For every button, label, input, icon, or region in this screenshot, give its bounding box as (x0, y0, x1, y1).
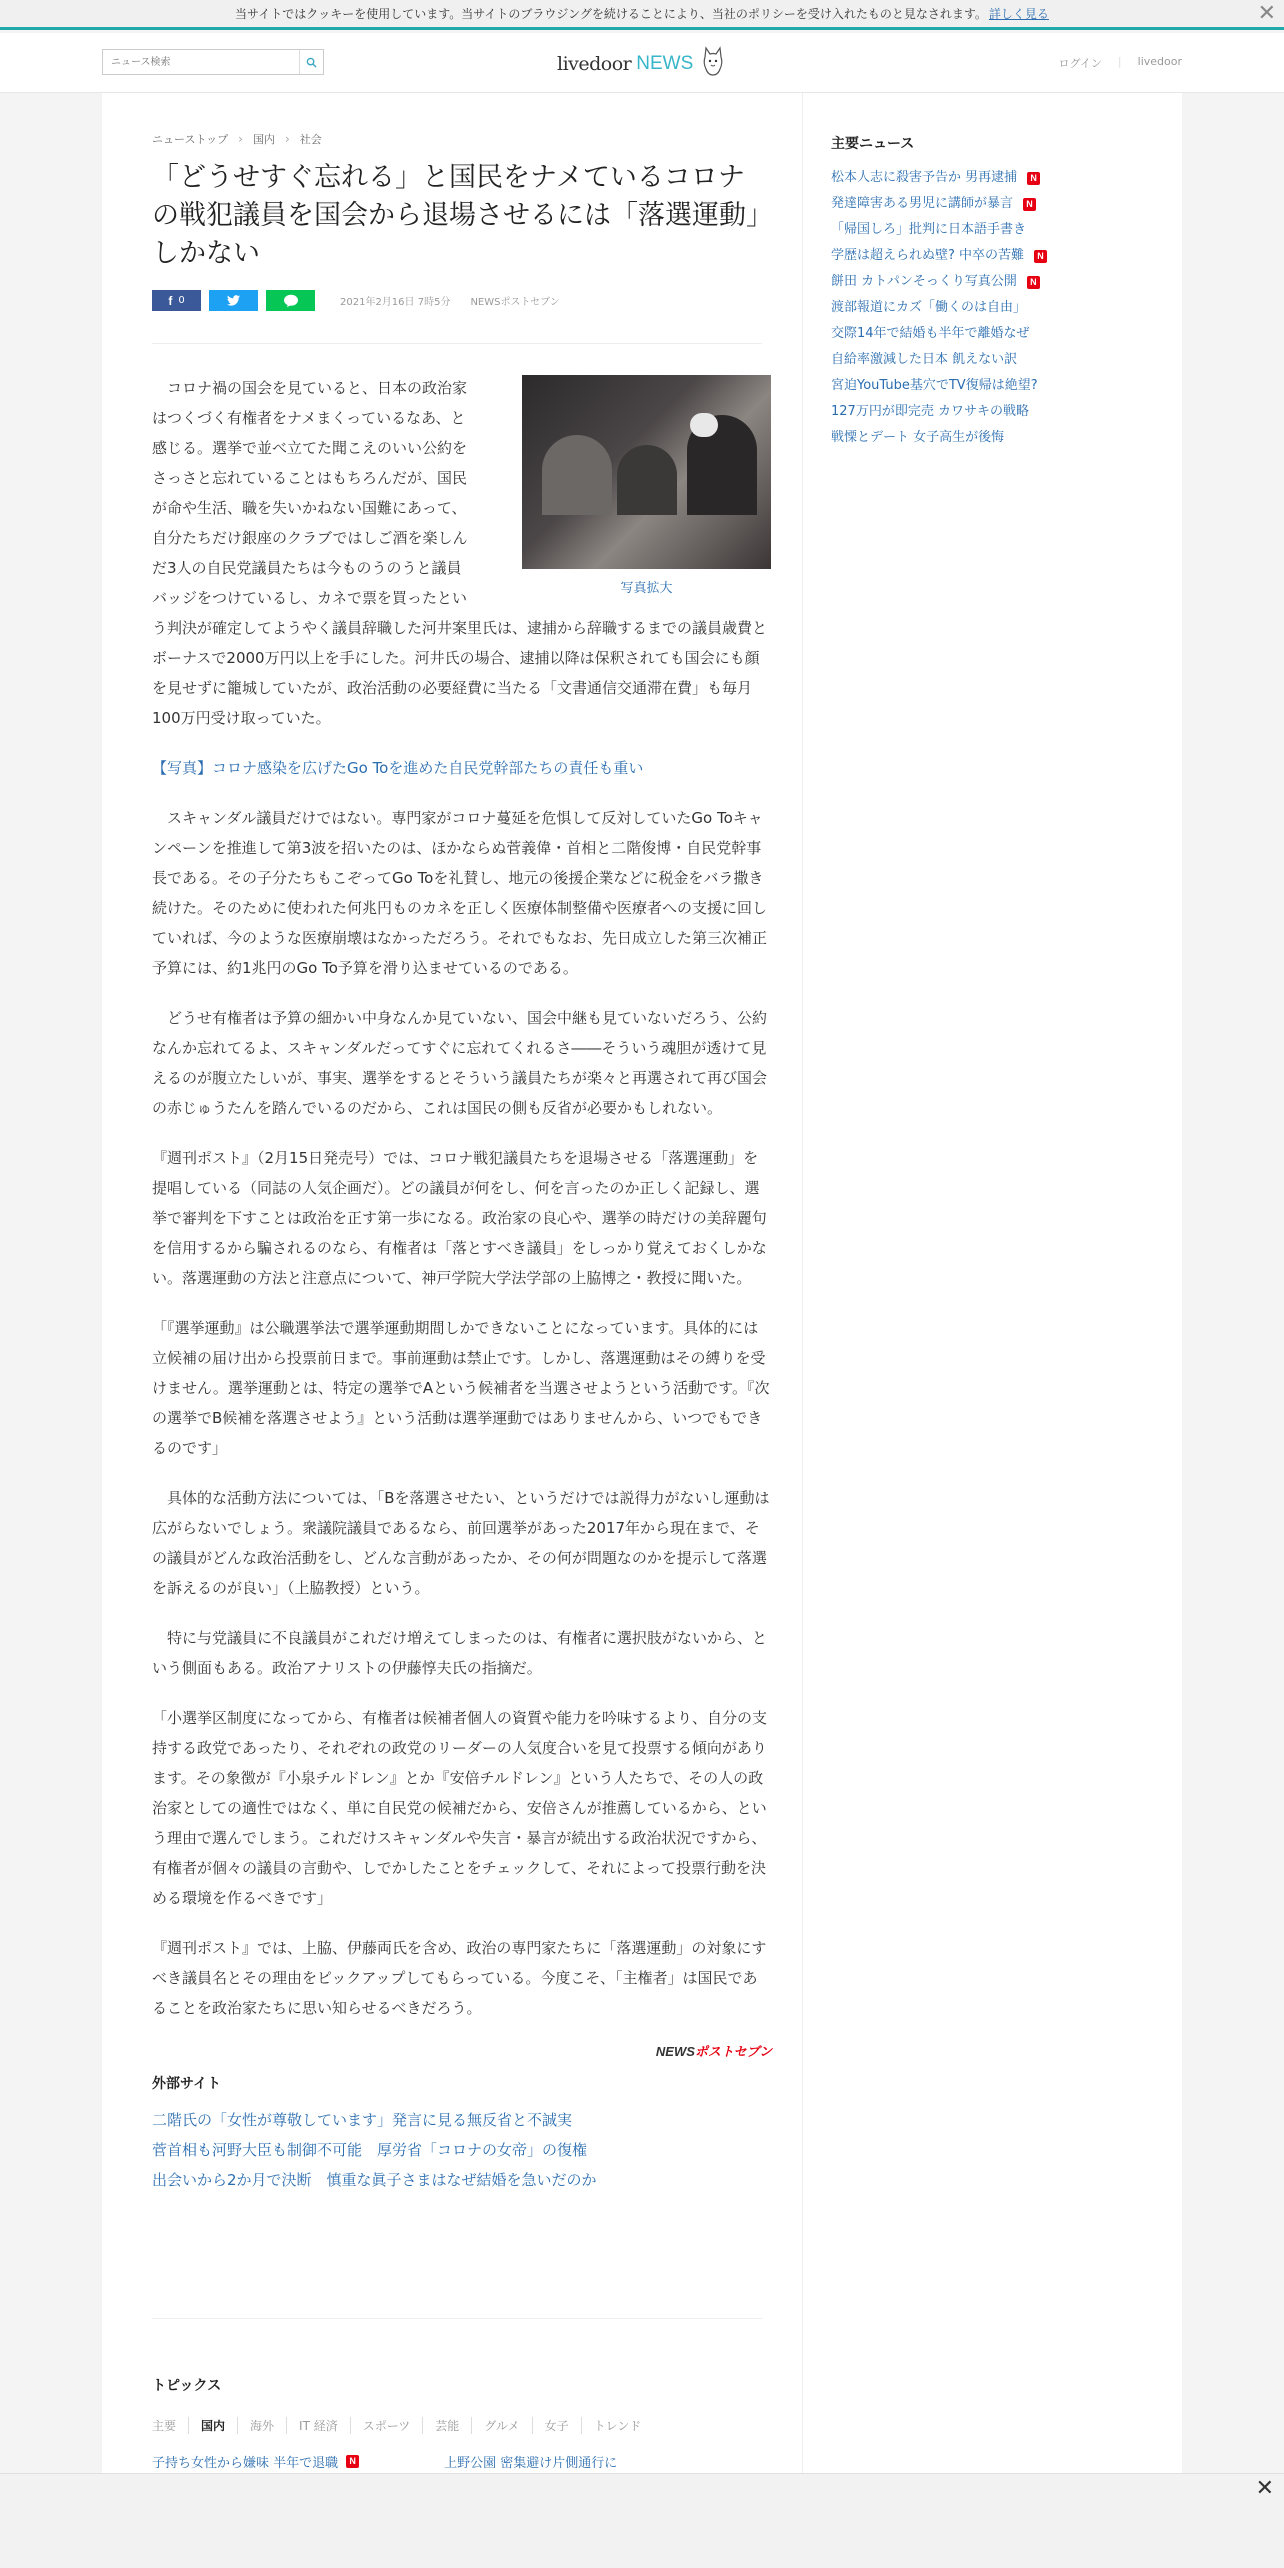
source-logo-post: ポストセブン (694, 2044, 772, 2059)
twitter-icon (227, 295, 240, 306)
cookie-text: 当サイトではクッキーを使用しています。当サイトのブラウジングを続けることにより、当社のポリシーを受け入れたものと見なされます。 (235, 7, 987, 21)
topics-tabs (152, 2417, 762, 2434)
divider (152, 2318, 762, 2319)
news-label: 餅田 カトパンそっくり写真公開 (831, 274, 1017, 289)
article-paragraph: スキャンダル議員だけではない。専門家がコロナ蔓延を危惧して反対していたGo Toキャンペーンを推進して第3波を招いたのは、ほかならぬ菅義偉・首相と二階俊博・自民党幹事長である。その子分たちもこぞってGo Toを礼賛し、地元の後援企業などに税金をバラ撒き続けた。そのために使われた何兆円ものカネを正しく医療体制整備や医療者への支援に回していれば、今のような医療崩壊はなかっただろう。それでもなお、先日成立した第三次補正予算には、約1兆円のGo To予算を滑り込ませているのである。 (152, 809, 768, 977)
sidebar-news-item[interactable] (831, 269, 1047, 295)
line-icon (283, 294, 299, 308)
news-label: 戦慄とデート 女子高生が後悔 (831, 430, 1005, 445)
news-label: 渡部報道にカズ「働くのは自由」 (831, 300, 1027, 315)
news-label: 松本人志に殺害予告か 男再逮捕 (831, 170, 1018, 185)
twitter-share-button[interactable] (209, 290, 258, 311)
search-box (102, 49, 324, 75)
topic-label: 子持ち女性から嫌味 半年で退職 (152, 2456, 339, 2471)
sidebar-news-item[interactable] (831, 191, 1047, 217)
sidebar-news-item[interactable] (831, 165, 1047, 191)
article-paragraph: 『週刊ポスト』では、上脇、伊藤両氏を含め、政治の専門家たちに「落選運動」の対象にすべき議員名とその理由をピックアップしてもらっている。今度こそ、「主権者」は国民であることを政治家たちに思い知らせるべきだろう。 (152, 1939, 767, 2017)
article-body (152, 373, 772, 2195)
tab-main[interactable]: 主要 (152, 2419, 177, 2433)
breadcrumb-item-society[interactable]: 社会 (299, 133, 322, 146)
sidebar-news-item[interactable] (831, 217, 1047, 243)
news-label: 宮迫YouTube基穴でTV復帰は絶望? (831, 378, 1038, 393)
news-label: 学歴は超えられぬ壁? 中卒の苦難 (831, 248, 1025, 263)
chevron-right-icon: › (284, 132, 290, 146)
topics-title: トピックス (152, 2378, 222, 2394)
search-input[interactable] (103, 51, 293, 75)
news-label: 127万円が即完売 カワサキの戦略 (831, 404, 1029, 419)
cookie-banner (0, 0, 1284, 30)
new-badge: N (346, 2455, 359, 2468)
sidebar-news-list (831, 165, 1047, 451)
cookie-details-link[interactable]: 詳しく見る (988, 7, 1049, 21)
article-paragraph: 『週刊ポスト』（2月15日発売号）では、コロナ戦犯議員たちを退場させる「落選運動」を提唱している（同誌の人気企画だ）。どの議員が何をし、何を言ったのか正しく記録し、選挙で審判を下すことは政治を正す第一歩になる。政治家の良心や、選挙の時だけの美辞麗句を信用するから騙されるのなら、有権者は「落とすべき議員」をしっかり覚えておくしかない。落選運動の方法と注意点について、神戸学院大学法学部の上脇博之・教授に聞いた。 (152, 1149, 767, 1287)
divider (152, 343, 762, 344)
article-paragraph: 具体的な活動方法については、「Bを落選させたい、というだけでは説得力がないし運動は広がらないでしょう。衆議院議員であるなら、前回選挙があった2017年から現在まで、その議員がどんな政治活動をし、どんな言動があったか、その何が問題なのかを提示して落選を訴えるのが良い」（上脇教授）という。 (152, 1489, 770, 1597)
tab-trend[interactable]: トレンド (581, 2417, 654, 2434)
sidebar-news-item[interactable] (831, 295, 1047, 321)
topic-item[interactable] (444, 2452, 617, 2471)
facebook-icon: f (168, 293, 173, 308)
news-label: 交際14年で結婚も半年で離婚なぜ (831, 326, 1030, 341)
topic-label: 上野公園 密集避け片側通行に (444, 2456, 618, 2471)
topics-section (152, 2375, 762, 2471)
site-header (0, 33, 1284, 93)
new-badge: N (1027, 172, 1040, 185)
external-link[interactable]: 出会いから2か月で決断 慎重な眞子さまはなぜ結婚を急いだのか (152, 2171, 597, 2189)
external-links (152, 2105, 772, 2195)
topics-list (152, 2452, 762, 2471)
article-meta (340, 293, 560, 308)
sidebar-news-item[interactable] (831, 243, 1047, 269)
tab-sports[interactable]: スポーツ (350, 2417, 423, 2434)
logo-livedoor: livedoor (557, 53, 632, 75)
article-paragraph: どうせ有権者は予算の細かい中身なんか見ていない、国会中継も見ていないだろう、公約なんか忘れてるよ、スキャンダルだってすぐに忘れてくれるさ――そういう魂胆が透けて見えるのが腹立たしいが、事実、選挙をするとそういう議員たちが楽々と再選されて再び国会の赤じゅうたんを踏んでいるのだから、これは国民の側も反省が必要かもしれない。 (152, 1009, 768, 1117)
lead-line: 自分たちだけ銀座のクラブではしご酒を楽しん (152, 529, 468, 547)
breadcrumb-item-domestic[interactable]: 国内 (252, 133, 275, 146)
topic-item[interactable] (152, 2452, 359, 2471)
article-title: 「どうせすぐ忘れる」と国民をナメているコロナの戦犯議員を国会から退場させるには「落選運動」しかない (152, 162, 760, 269)
breadcrumb (152, 131, 322, 147)
livedoor-link[interactable]: livedoor (1137, 55, 1182, 68)
article-date: 2021年2月16日 7時5分 (340, 297, 451, 308)
sidebar-news-item[interactable] (831, 321, 1047, 347)
line-share-button[interactable] (266, 290, 315, 311)
external-link[interactable]: 菅首相も河野大臣も制御不可能 厚労省「コロナの女帝」の復権 (152, 2141, 588, 2159)
photo-article-link[interactable]: 【写真】コロナ感染を広げたGo Toを進めた自民党幹部たちの責任も重い (152, 759, 644, 777)
lead-line: バッジをつけているし、カネで票を買ったとい (152, 589, 468, 607)
article-source[interactable]: NEWSポストセブン (470, 297, 560, 308)
news-label: 自給率激減した日本 飢えない訳 (831, 352, 1018, 367)
news-label: 「帰国しろ」批判に日本語手書き (831, 222, 1027, 237)
lead-line: コロナ禍の国会を見ていると、日本の政治家 (152, 379, 468, 397)
lead-paragraph (152, 373, 772, 733)
new-badge: N (1027, 276, 1040, 289)
chevron-right-icon: › (238, 132, 243, 146)
search-icon[interactable] (299, 50, 323, 74)
header-separator: | (1117, 55, 1122, 68)
ad-close-icon[interactable]: ✕ (1255, 2476, 1274, 2501)
photo-enlarge-link[interactable]: 写真拡大 (620, 581, 673, 596)
source-logo[interactable] (152, 2037, 772, 2067)
sidebar-title: 主要ニュース (831, 136, 915, 152)
external-link[interactable]: 二階氏の「女性が尊敬しています」発言に見る無反省と不誠実 (152, 2111, 573, 2129)
article-paragraph: 「『選挙運動』は公職選挙法で選挙運動期間しかできないことになっています。具体的には立候補の届け出から投票前日まで。事前運動は禁止です。しかし、落選運動はその縛りを受けません。選挙運動とは、特定の選挙でAという候補者を当選させようという活動です。『次の選挙でB候補を落選させよう』という活動は選挙運動ではありませんから、いつでもできるのです」 (152, 1319, 770, 1457)
lead-line: 感じる。選挙で並べ立てた聞こえのいい公約を (152, 439, 468, 457)
site-logo[interactable] (557, 49, 725, 79)
facebook-share-button[interactable] (152, 290, 201, 311)
logo-news: NEWS (636, 53, 694, 74)
new-badge: N (1034, 250, 1047, 263)
lead-line: だ3人の自民党議員たちは今ものうのうと議員 (152, 559, 462, 577)
tab-women[interactable]: 女子 (532, 2417, 581, 2434)
lead-rest: う判決が確定してようやく議員辞職した河井案里氏は、逮捕から辞職するまでの議員歳費とボーナスで2000万円以上を手にした。河井氏の場合、逮捕以降は保釈されても国会にも顔を見せずに籠城していたが、政治活動の必要経費に当たる「文書通信交通滞在費」も毎月100万円受け取っていた。 (152, 619, 768, 727)
sidebar-news-item[interactable] (831, 373, 1047, 399)
external-sites-title: 外部サイト (152, 2076, 222, 2092)
share-buttons (152, 290, 315, 311)
tab-it-economy[interactable]: IT 経済 (286, 2417, 350, 2434)
lead-line: さっさと忘れていることはもちろんだが、国民 (152, 469, 468, 487)
breadcrumb-item-top[interactable]: ニューストップ (152, 133, 229, 146)
news-label: 発達障害ある男児に講師が暴言 (831, 196, 1014, 211)
lead-line: はつくづく有権者をナメまくっているなあ、と (152, 409, 466, 427)
ad-banner (0, 2473, 1284, 2568)
tab-gourmet[interactable]: グルメ (471, 2417, 531, 2434)
header-links (1058, 55, 1182, 71)
new-badge: N (1023, 198, 1036, 211)
sidebar-news-item[interactable] (831, 399, 1047, 425)
cookie-close-icon[interactable]: ✕ (1257, 1, 1276, 26)
sidebar-news-item[interactable] (831, 425, 1047, 451)
tab-entertainment[interactable]: 芸能 (422, 2417, 471, 2434)
sidebar (802, 93, 1182, 2473)
article-paragraph: 特に与党議員に不良議員がこれだけ増えてしまったのは、有権者に選択肢がないから、という側面もある。政治アナリストの伊藤惇夫氏の指摘だ。 (152, 1629, 768, 1677)
main-column (102, 93, 802, 2473)
login-link[interactable]: ログイン (1058, 57, 1102, 70)
tab-overseas[interactable]: 海外 (237, 2417, 286, 2434)
cat-mascot-icon (701, 45, 725, 83)
source-logo-news: NEWS (655, 2044, 695, 2059)
tab-domestic[interactable]: 国内 (188, 2417, 237, 2434)
article-paragraph: 「小選挙区制度になってから、有権者は候補者個人の資質や能力を吟味するより、自分の支持する政党であったり、それぞれの政党のリーダーの人気度合いを見て投票する傾向があります。その象徴が『小泉チルドレン』とか『安倍チルドレン』という人たちで、その人の政治家としての適性ではなく、単に自民党の候補だから、安倍さんが推薦しているから、という理由で選んでしまう。これだけスキャンダルや失言・暴言が続出する政治状況ですから、有権者が個々の議員の言動や、しでかしたことをチェックして、それによって投票行動を決める環境を作るべきです」 (152, 1709, 768, 1907)
sidebar-news-item[interactable] (831, 347, 1047, 373)
lead-line: が命や生活、職を失いかねない国難にあって、 (152, 499, 467, 517)
share-count: 0 (178, 295, 185, 306)
